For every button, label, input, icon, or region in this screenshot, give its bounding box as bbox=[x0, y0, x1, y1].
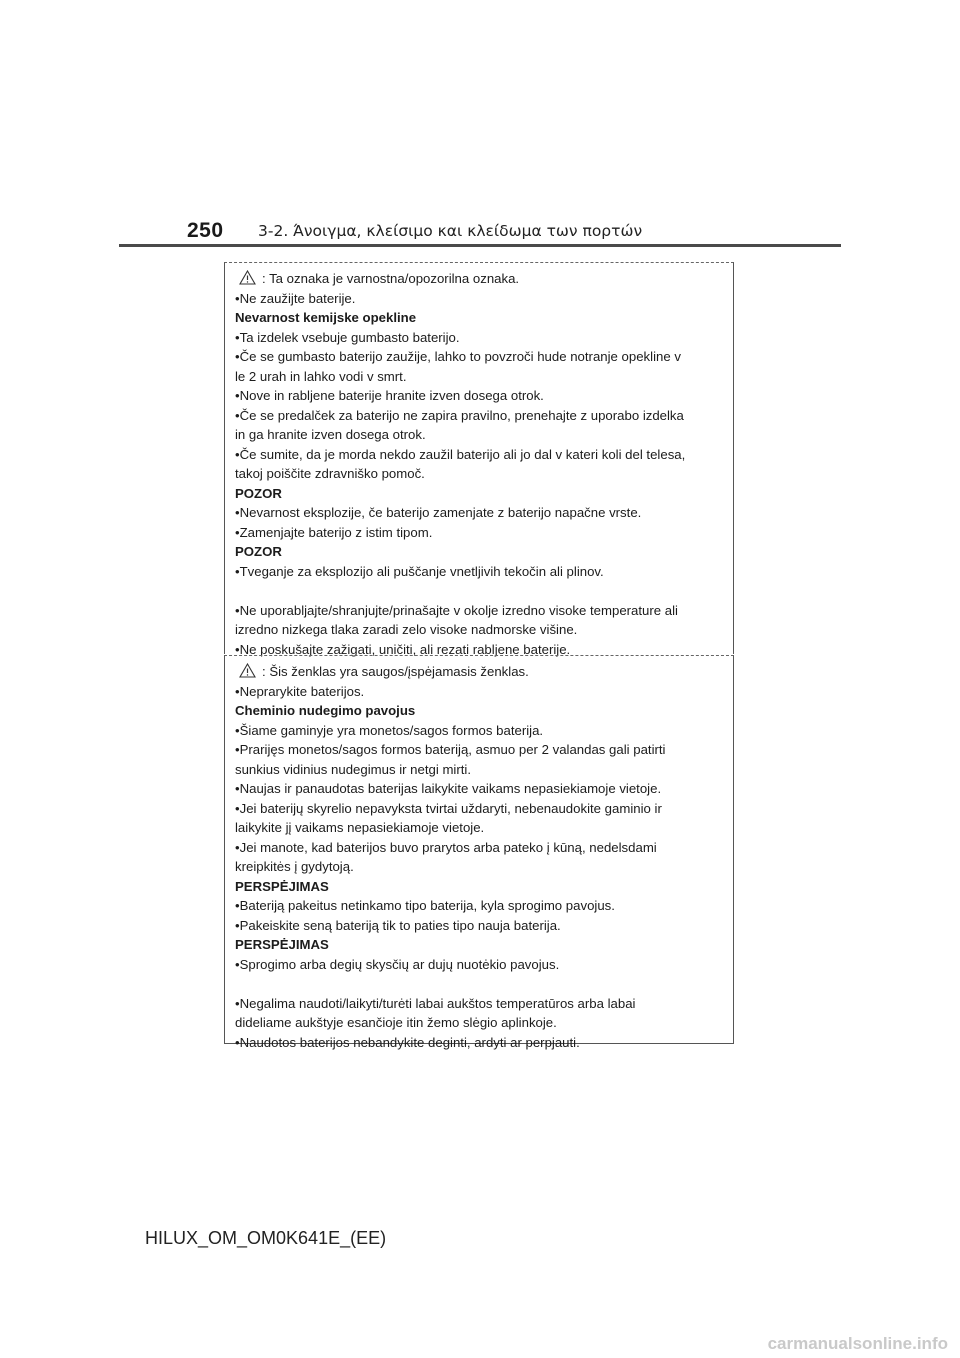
text-line: kreipkitės į gydytoją. bbox=[235, 859, 354, 874]
warning-triangle-icon bbox=[239, 270, 256, 285]
text-line: •Ta izdelek vsebuje gumbasto baterijo. bbox=[235, 329, 460, 345]
slovenian-warning-text bbox=[235, 269, 725, 659]
text-line bbox=[235, 662, 725, 682]
text-line: •Jei manote, kad baterijos buvo prarytos arba pateko į kūną, nedelsdami bbox=[235, 839, 657, 855]
text-line: takoj poiščite zdravniško pomoč. bbox=[235, 466, 425, 481]
legend-text: : Šis ženklas yra saugos/įspėjamasis ženklas. bbox=[262, 664, 529, 679]
text-line: •Sprogimo arba degių skysčių ar dujų nuotėkio pavojus. bbox=[235, 956, 560, 972]
warning-triangle-icon bbox=[239, 663, 256, 678]
text-line: •Tveganje za eksplozijo ali puščanje vnetljivih tekočin ali plinov. bbox=[235, 563, 604, 579]
text-line: dideliame aukštyje esančioje itin žemo slėgio aplinkoje. bbox=[235, 1015, 557, 1030]
document-code: HILUX_OM_OM0K641E_(EE) bbox=[145, 1228, 387, 1248]
section-heading: PERSPĖJIMAS bbox=[235, 878, 329, 894]
lithuanian-warning-text bbox=[235, 662, 725, 1052]
text-line: in ga hranite izven dosega otrok. bbox=[235, 427, 426, 442]
text-line: •Nove in rabljene baterije hranite izven dosega otrok. bbox=[235, 388, 544, 403]
text-line: •Neprarykite baterijos. bbox=[235, 683, 365, 699]
text-line: •Zamenjajte baterijo z istim tipom. bbox=[235, 524, 433, 540]
lithuanian-warning-panel bbox=[224, 655, 734, 1050]
text-line: •Naujas ir panaudotas baterijas laikykite vaikams nepasiekiamoje vietoje. bbox=[235, 781, 662, 796]
section-heading: PERSPĖJIMAS bbox=[235, 937, 329, 952]
text-line: laikykite jį vaikams nepasiekiamoje vietoje. bbox=[235, 820, 485, 835]
text-line: •Šiame gaminyje yra monetos/sagos formos baterija. bbox=[235, 722, 544, 738]
text-line: •Nevarnost eksplozije, če baterijo zamenjate z baterijo napačne vrste. bbox=[235, 505, 642, 520]
text-line: •Jei baterijų skyrelio nepavyksta tvirtai uždaryti, nebenaudokite gaminio ir bbox=[235, 800, 662, 816]
text-line: •Negalima naudoti/laikyti/turėti labai aukštos temperatūros arba labai bbox=[235, 995, 636, 1011]
text-line: le 2 urah in lahko vodi v smrt. bbox=[235, 368, 407, 384]
text-line: izredno nizkega tlaka zaradi zelo visoke nadmorske višine. bbox=[235, 622, 578, 637]
text-line: •Ne zaužijte baterije. bbox=[235, 290, 356, 306]
text-line: •Če sumite, da je morda nekdo zaužil baterijo ali jo dal v kateri koli del telesa, bbox=[235, 446, 686, 462]
text-line: •Če se gumbasto baterijo zaužije, lahko to povzroči hude notranje opekline v bbox=[235, 349, 681, 364]
text-line: •Prarijęs monetos/sagos formos bateriją, asmuo per 2 valandas gali patirti bbox=[235, 742, 666, 757]
text-line: •Če se predalček za baterijo ne zapira pravilno, prenehajte z uporabo izdelka bbox=[235, 407, 684, 423]
text-line bbox=[235, 269, 725, 289]
header-divider bbox=[119, 244, 841, 247]
watermark: carmanualsonline.info bbox=[767, 1334, 948, 1353]
text-line: •Pakeiskite seną bateriją tik to paties tipo nauja baterija. bbox=[235, 917, 561, 933]
legend-text: : Ta oznaka je varnostna/opozorilna oznaka. bbox=[262, 271, 520, 286]
slovenian-warning-panel bbox=[224, 262, 734, 657]
text-line: •Ne uporabljajte/shranjujte/prinašajte v okolje izredno visoke temperature ali bbox=[235, 602, 678, 618]
page-number: 250 bbox=[187, 219, 224, 242]
section-heading: POZOR bbox=[235, 544, 282, 559]
text-line: sunkius vidinius nudegimus ir netgi mirti. bbox=[235, 761, 472, 777]
section-heading: Nevarnost kemijske opekline bbox=[235, 310, 417, 325]
text-line: •Naudotos baterijos nebandykite deginti, ardyti ar perpjauti. bbox=[235, 1034, 580, 1050]
section-heading: POZOR bbox=[235, 485, 282, 501]
section-heading: Cheminio nudegimo pavojus bbox=[235, 703, 416, 718]
blank-line bbox=[235, 974, 725, 994]
text-line: •Bateriją pakeitus netinkamo tipo baterija, kyla sprogimo pavojus. bbox=[235, 898, 615, 913]
blank-line bbox=[235, 581, 725, 601]
text-line: •Ne poskušajte zažigati, uničiti, ali rezati rabljene baterije. bbox=[235, 641, 571, 657]
section-title: 3-2. Άνοιγμα, κλείσιμο και κλείδωμα των πορτών bbox=[258, 222, 643, 240]
